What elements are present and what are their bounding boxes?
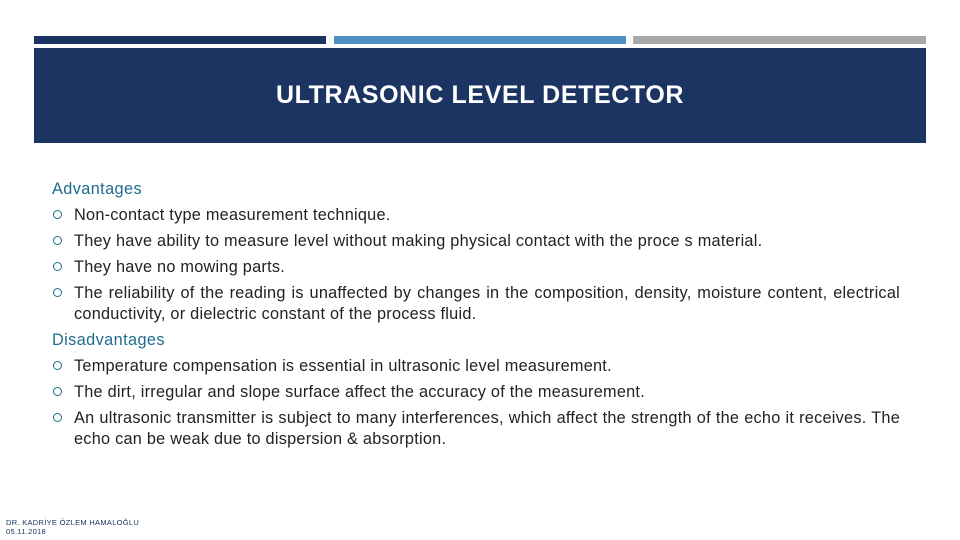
disadvantage-item: [52, 356, 900, 378]
circle-bullet-icon: [53, 236, 62, 245]
footer-date: 05.11.2018: [6, 527, 46, 536]
top-accent-bar-blue: [334, 36, 626, 44]
footer: [6, 518, 139, 536]
circle-bullet-icon: [53, 387, 62, 396]
disadvantage-item: [52, 382, 900, 404]
advantage-item-text: The reliability of the reading is unaffected by changes in the composition, density, moisture content, electrical conductivity, or dielectric constant of the process fluid.: [74, 283, 900, 323]
circle-bullet-icon: [53, 288, 62, 297]
title-band: [34, 48, 926, 143]
top-accent-bar-gray: [633, 36, 926, 44]
footer-author: DR. KADRİYE ÖZLEM HAMALOĞLU: [6, 518, 140, 527]
circle-bullet-icon: [53, 210, 62, 219]
advantages-heading: Advantages: [52, 180, 142, 198]
disadvantage-item-text: Temperature compensation is essential in ultrasonic level measurement.: [74, 356, 612, 375]
advantage-item: [52, 231, 900, 253]
circle-bullet-icon: [53, 262, 62, 271]
advantage-item: [52, 283, 900, 326]
circle-bullet-icon: [53, 361, 62, 370]
slide-title: ULTRASONIC LEVEL DETECTOR: [275, 81, 685, 109]
advantage-item: [52, 205, 900, 227]
circle-bullet-icon: [53, 413, 62, 422]
top-accent-bar-navy: [34, 36, 326, 44]
disadvantage-item-text: The dirt, irregular and slope surface affect the accuracy of the measurement.: [74, 382, 645, 401]
advantage-item-text: They have ability to measure level without making physical contact with the proce s material.: [74, 231, 763, 250]
disadvantages-heading: Disadvantages: [52, 331, 165, 349]
disadvantage-item: [52, 408, 900, 451]
advantage-item: [52, 257, 900, 279]
disadvantage-item-text: An ultrasonic transmitter is subject to many interferences, which affect the strength of the echo it receives. The echo can be weak due to dispersion & absorption.: [74, 408, 900, 448]
advantage-item-text: Non-contact type measurement technique.: [74, 205, 391, 224]
content-body: [52, 179, 900, 455]
advantage-item-text: They have no mowing parts.: [74, 257, 286, 276]
